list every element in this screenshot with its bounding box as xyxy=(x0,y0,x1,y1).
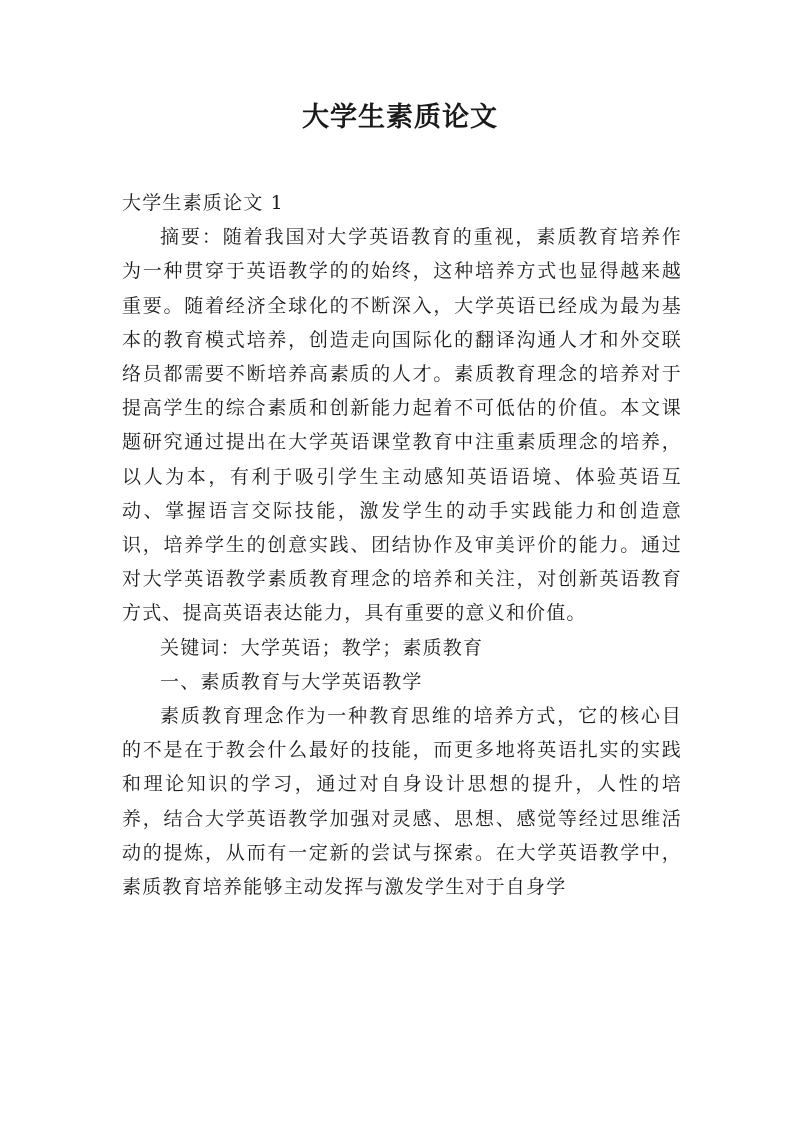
document-body xyxy=(122,186,682,904)
section-paragraph: 素质教育理念作为一种教育思维的培养方式，它的核心目的不是在于教会什么最好的技能，而更多地将英语扎实的实践和理论知识的学习，通过对自身设计思想的提升，人性的培养，结合大学英语教学加强对灵感、思想、感觉等经过思维活动的提炼，从而有一定新的尝试与探索。在大学英语教学中，素质教育培养能够主动发挥与激发学生对于自身学 xyxy=(122,705,682,899)
document-title: 大学生素质论文 xyxy=(302,102,498,133)
abstract-paragraph: 摘要：随着我国对大学英语教育的重视，素质教育培养作为一种贯穿于英语教学的的始终，这种培养方式也显得越来越重要。随着经济全球化的不断深入，大学英语已经成为最为基本的教育模式培养，创造走向国际化的翻译沟通人才和外交联络员都需要不断培养高素质的人才。素质教育理念的培养对于提高学生的综合素质和创新能力起着不可低估的价值。本文课题研究通过提出在大学英语课堂教育中注重素质理念的培养，以人为本，有利于吸引学生主动感知英语语境、体验英语互动、掌握语言交际技能，激发学生的动手实践能力和创造意识，培养学生的创意实践、团结协作及审美评价的能力。通过对大学英语教学素质教育理念的培养和关注，对创新英语教育方式、提高英语表达能力，具有重要的意义和价值。 xyxy=(122,226,682,625)
article-subtitle: 大学生素质论文 1 xyxy=(122,192,284,214)
keywords-line: 关键词：大学英语；教学；素质教育 xyxy=(160,636,484,659)
section-heading: 一、素质教育与大学英语教学 xyxy=(160,670,423,693)
